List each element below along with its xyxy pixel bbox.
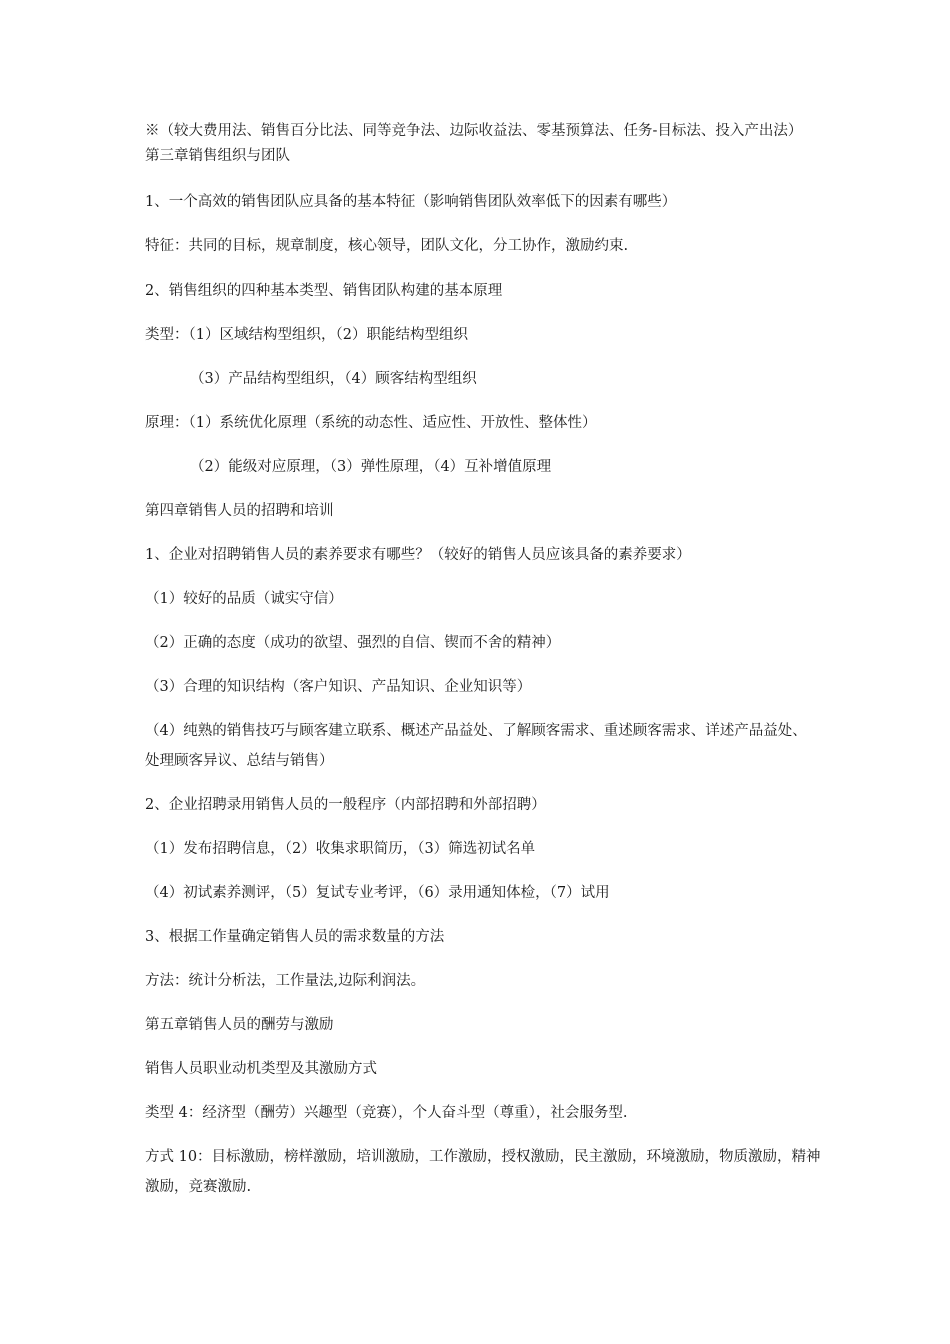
text-line-procedure-1: （1）发布招聘信息，（2）收集求职简历，（3）筛选初试名单: [145, 841, 536, 857]
text-line-types-1: 类型：（1）区域结构型组织，（2）职能结构型组织: [145, 327, 468, 343]
question-2-procedure: 2、企业招聘录用销售人员的一般程序（内部招聘和外部招聘）: [145, 797, 546, 813]
text-line-req-3: （3）合理的知识结构（客户知识、产品知识、企业知识等）: [145, 679, 532, 695]
text-line-principles-2: （2）能级对应原理，（3）弹性原理，（4）互补增值原理: [190, 459, 552, 475]
text-line-methods: 方法：统计分析法，工作量法,边际利润法。: [145, 973, 426, 989]
text-line-req-2: （2）正确的态度（成功的欲望、强烈的自信、锲而不舍的精神）: [145, 635, 561, 651]
text-line-types-2: （3）产品结构型组织，（4）顾客结构型组织: [190, 371, 477, 387]
section-motivation: 销售人员职业动机类型及其激励方式: [145, 1061, 377, 1077]
text-line-procedure-2: （4）初试素养测评，（5）复试专业考评，（6）录用通知体检，（7）试用: [145, 885, 610, 901]
text-line-motivation-methods: 方式 10：目标激励，榜样激励，培训激励，工作激励，授权激励，民主激励，环境激励，物质激励，精神: [145, 1149, 821, 1165]
question-3-quantity: 3、根据工作量确定销售人员的需求数量的方法: [145, 929, 445, 945]
text-line-motivation-types: 类型 4：经济型（酬劳）兴趣型（竞赛），个人奋斗型（尊重），社会服务型.: [145, 1105, 628, 1121]
text-line-features: 特征：共同的目标，规章制度，核心领导，团队文化，分工协作，激励约束.: [145, 238, 629, 254]
text-line-req-4: （4）纯熟的销售技巧与顾客建立联系、概述产品益处、了解顾客需求、重述顾客需求、详述产品益处、: [145, 723, 807, 739]
chapter-heading-3: 第三章销售组织与团队: [145, 148, 290, 164]
text-line-motivation-methods-cont: 激励，竞赛激励.: [145, 1179, 252, 1195]
question-1-team-features: 1、一个高效的销售团队应具备的基本特征（影响销售团队效率低下的因素有哪些）: [145, 194, 677, 210]
text-line-req-1: （1）较好的品质（诚实守信）: [145, 591, 343, 607]
text-line-budget-methods: ※（较大费用法、销售百分比法、同等竞争法、边际收益法、零基预算法、任务-目标法、投入产出法）: [145, 123, 803, 139]
chapter-heading-4: 第四章销售人员的招聘和培训: [145, 503, 334, 519]
chapter-heading-5: 第五章销售人员的酬劳与激励: [145, 1017, 334, 1033]
question-1-requirements: 1、企业对招聘销售人员的素养要求有哪些？（较好的销售人员应该具备的素养要求）: [145, 547, 691, 563]
text-line-req-4-cont: 处理顾客异议、总结与销售）: [145, 753, 334, 769]
text-line-principles-1: 原理：（1）系统优化原理（系统的动态性、适应性、开放性、整体性）: [145, 415, 597, 431]
question-2-org-types: 2、销售组织的四种基本类型、销售团队构建的基本原理: [145, 283, 503, 299]
